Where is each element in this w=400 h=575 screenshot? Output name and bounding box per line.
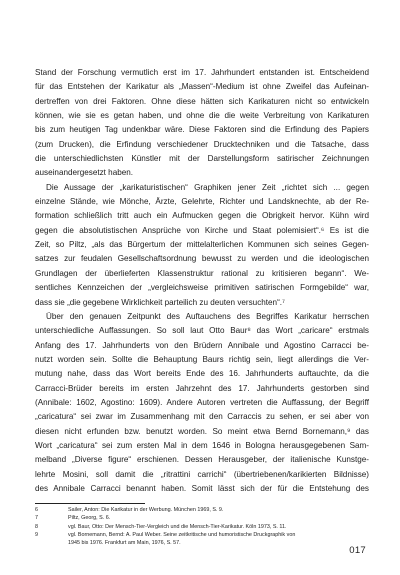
text-line: einzelne Stände, wie Mönche, Ärzte, Gelehrte, Richter und Landsknechte, ab der Re- xyxy=(35,197,369,207)
text-line: Anfang des 17. Jahrhunderts von den Brüdern Annibale und Agostino Carracci be- xyxy=(35,340,369,350)
text-line: dertreffen von drei Faktoren. Ohne diese hätten sich Karikaturen nicht so entwickeln xyxy=(35,96,369,106)
text-line: satzes zur feudalen Gesellschaftsordnung bewusst zu werden und die ideologischen xyxy=(35,254,369,264)
footnote-text: vgl. Bornemann, Bernd: A. Paul Weber. Seine zeitkritische und humoristische Druckgraphik von xyxy=(68,531,296,538)
paragraph-1 xyxy=(35,66,369,181)
footnote-7 xyxy=(35,514,369,522)
text-line: dass sie „die gegebene Wirklichkeit parteilich zu deuten versuchten“.⁷ xyxy=(35,297,285,307)
text-line: Wort „caricatura“ sei zum ersten Mal in dem 1646 in Bologna herausgegebenen Sam- xyxy=(35,440,369,450)
paragraph-3 xyxy=(35,310,369,496)
text-line: mutung nahe, dass das Wort bereits Ende des 16. Jahrhunderts auftauchte, da die xyxy=(35,369,369,379)
text-line: können, wie sie es getan haben, und ohne die die weite Verbreitung von Karikaturen xyxy=(35,111,369,121)
text-line: nutzt worden sein. Sollte die Behauptung Baurs richtig sein, liegt allerdings die Ver- xyxy=(35,354,369,364)
footnote-6 xyxy=(35,506,369,514)
text-line: gegen die absolutistischen Ansprüche von Kirche und Staat polemisiert“.⁶ Es ist die xyxy=(35,225,369,235)
text-line: bis zum heutigen Tag undenkbar wäre. Diese Faktoren sind die Erfindung des Papiers xyxy=(35,125,369,135)
text-line: für das Entstehen der Karikatur als „Massen“-Medium ist ohne Zweifel das Aufeinan- xyxy=(35,82,369,92)
footnote-number: 8 xyxy=(35,523,38,530)
body-text xyxy=(35,66,369,496)
text-line: unterschiedliche Auffassungen. So soll laut Otto Baur⁸ das Wort „caricare“ erstmals xyxy=(35,326,369,336)
text-line: des Annibale Carracci benannt haben. Somit lässt sich der für die Entstehung des xyxy=(35,483,369,493)
text-line: diesen nicht erfunden bzw. benutzt worden. So meint etwa Bernd Bornemann,⁹ das xyxy=(35,426,369,436)
text-line: auseinandergesetzt haben. xyxy=(35,168,134,178)
text-line: (Annibale: 1602, Agostino: 1609). Andere Autoren vertreten die Auffassung, der Begriff xyxy=(35,397,369,407)
text-line: Carracci-Brüder bereits im ersten Jahrzehnt des 17. Jahrhunderts gestorben sind xyxy=(35,383,369,393)
text-line: Grundlagen der überlieferten Klassenstruktur rational zu kritisieren begann“. We- xyxy=(35,268,369,278)
footnote-number: 7 xyxy=(35,515,38,522)
text-line: „caricatura“ sei zwar im Zusammenhang mit den Carraccis zu sehen, er sei aber von xyxy=(35,412,369,422)
footnote-text: Piltz, Georg, S. 6. xyxy=(68,515,111,522)
text-line: die unterschiedlichsten Künstler mit der Darstellungsform satirischer Zeichnungen xyxy=(35,154,369,164)
page-number: 017 xyxy=(349,545,366,556)
text-line: (zum Drucken), die Erfindung verschiedener Drucktechniken und die Tatsache, dass xyxy=(35,139,369,149)
footnote-number: 9 xyxy=(35,531,38,538)
text-line: Die Aussage der „karikaturistischen“ Graphiken jener Zeit „richtet sich ... gegen xyxy=(46,182,369,192)
footnote-text: Sailer, Anton: Die Karikatur in der Werbung. München 1969, S. 9. xyxy=(68,507,224,513)
text-line: sentliches Kennzeichen der „vergleichsweise primitiven satirischen Formgebilde“ war, xyxy=(35,283,369,293)
text-line: Stand der Forschung vermutlich erst im 17. Jahrhundert entstanden ist. Entscheidend xyxy=(35,68,369,77)
footnote-text: vgl. Baur, Otto: Der Mensch-Tier-Vergleich und die Mensch-Tier-Karikatur. Köln 1973, S. 11. xyxy=(68,523,287,530)
footnote-divider xyxy=(35,503,145,504)
text-line: Zeit, so Piltz, „als das Bürgertum der mittelalterlichen Kommunen sich seines Gegen- xyxy=(35,240,369,250)
footnote-9 xyxy=(35,531,369,539)
footnote-8 xyxy=(35,523,369,531)
footnote-number: 6 xyxy=(35,507,38,513)
footnote-9-continuation: 1945 bis 1976. Frankfurt am Main, 1976, S. 57. xyxy=(68,540,181,547)
text-line: Über den genauen Zeitpunkt des Auftauchens des Begriffes Karikatur herrschen xyxy=(46,311,369,321)
paragraph-2 xyxy=(35,181,369,310)
text-line: melband „Diverse figure“ erschienen. Dessen Herausgeber, der italienische Kunstge- xyxy=(35,455,369,465)
text-line: formation schließlich tritt auch ein Aufmucken gegen die Obrigkeit hervor. Kühn wird xyxy=(35,211,369,221)
footnotes xyxy=(35,506,369,547)
text-line: lehrte Mosini, soll damit die „ritrattini carrichi“ (übertriebenen/karikierten Bildnisse) xyxy=(35,469,369,479)
